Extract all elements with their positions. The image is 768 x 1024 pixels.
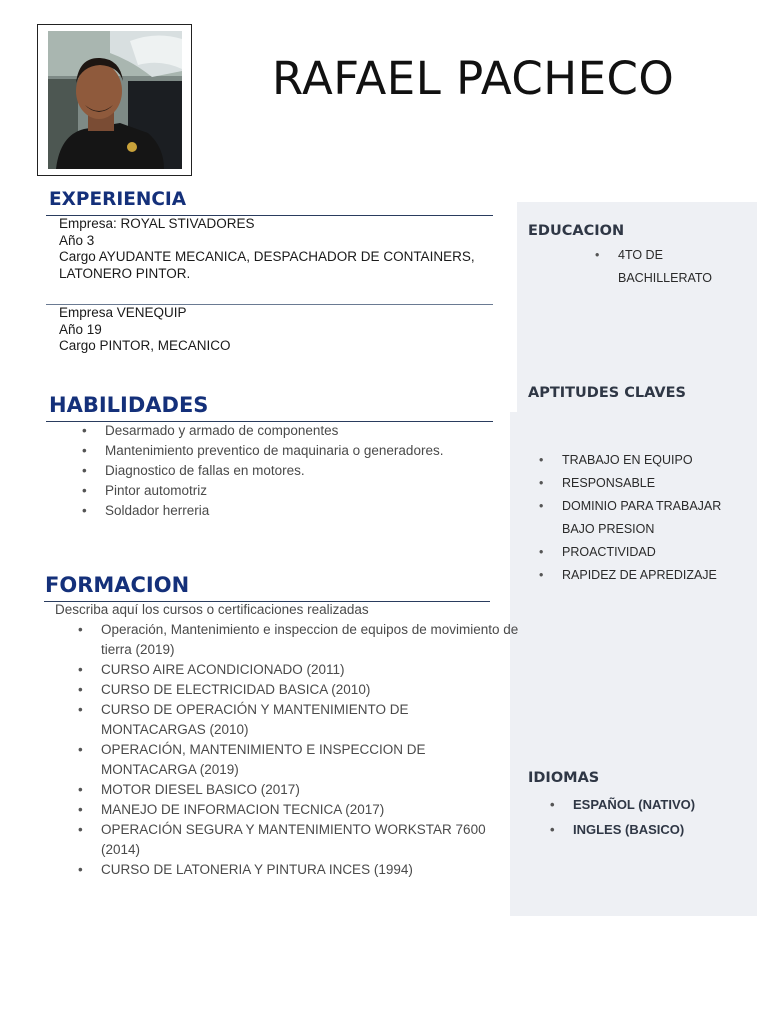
aptitudes-list bbox=[562, 449, 721, 587]
list-item-line: • CURSO DE ELECTRICIDAD BASICA (2010) bbox=[101, 682, 371, 697]
languages-list bbox=[573, 792, 695, 842]
list-item-line: • CURSO AIRE ACONDICIONADO (2011) bbox=[101, 662, 345, 677]
list-item bbox=[101, 740, 518, 780]
list-item bbox=[562, 449, 721, 472]
list-item-line: BAJO PRESION bbox=[562, 522, 655, 536]
list-item-line: • PROACTIVIDAD bbox=[562, 545, 656, 559]
list-item: • Pintor automotriz bbox=[105, 481, 443, 501]
list-item-line: MONTACARGA (2019) bbox=[101, 762, 239, 777]
page-title: RAFAEL PACHECO bbox=[272, 52, 675, 105]
list-item bbox=[101, 800, 518, 820]
list-item bbox=[101, 680, 518, 700]
training-heading: FORMACION bbox=[45, 573, 190, 597]
list-item bbox=[101, 700, 518, 740]
list-item: • Diagnostico de fallas en motores. bbox=[105, 461, 443, 481]
list-item-line: • TRABAJO EN EQUIPO bbox=[562, 453, 693, 467]
list-item: • Desarmado y armado de componentes bbox=[105, 421, 443, 441]
profile-photo bbox=[48, 31, 182, 169]
education-list bbox=[618, 244, 712, 290]
list-item-line: BACHILLERATO bbox=[618, 271, 713, 285]
job-entry bbox=[59, 305, 231, 355]
profile-photo-frame bbox=[37, 24, 192, 176]
list-item bbox=[618, 244, 712, 290]
languages-heading: IDIOMAS bbox=[528, 770, 600, 786]
experience-heading: EXPERIENCIA bbox=[49, 189, 187, 210]
list-item-line: • 4TO DE bbox=[618, 248, 663, 262]
list-item bbox=[562, 495, 721, 541]
list-item: • Mantenimiento preventico de maquinaria o generadores. bbox=[105, 441, 443, 461]
job-company: Empresa VENEQUIP bbox=[59, 305, 187, 320]
job-years: Año 3 bbox=[59, 232, 95, 248]
list-item-line: • OPERACIÓN SEGURA Y MANTENIMIENTO WORKSTAR 7600 bbox=[101, 822, 486, 837]
list-item bbox=[101, 820, 518, 860]
list-item bbox=[101, 780, 518, 800]
list-item-line: • DOMINIO PARA TRABAJAR bbox=[562, 499, 722, 513]
training-intro: Describa aquí los cursos o certificaciones realizadas bbox=[55, 602, 369, 617]
list-item-line: • CURSO DE OPERACIÓN Y MANTENIMIENTO DE bbox=[101, 702, 409, 717]
list-item-line: • OPERACIÓN, MANTENIMIENTO E INSPECCION DE bbox=[101, 742, 426, 757]
skills-list bbox=[105, 421, 443, 521]
job-role: LATONERO PINTOR. bbox=[59, 265, 191, 281]
list-item-line: • CURSO DE LATONERIA Y PINTURA INCES (1994) bbox=[101, 862, 413, 877]
job-company: Empresa: ROYAL STIVADORES bbox=[59, 216, 255, 231]
list-item bbox=[562, 541, 721, 564]
list-item-line: MONTACARGAS (2010) bbox=[101, 722, 249, 737]
list-item bbox=[101, 660, 518, 680]
list-item-line: • RESPONSABLE bbox=[562, 476, 656, 490]
education-heading: EDUCACION bbox=[528, 223, 625, 239]
list-item bbox=[562, 564, 721, 587]
job-role: Cargo AYUDANTE MECANICA, DESPACHADOR DE CONTAINERS, bbox=[59, 249, 475, 264]
list-item: • Soldador herreria bbox=[105, 501, 443, 521]
list-item-line: • MANEJO DE INFORMACION TECNICA (2017) bbox=[101, 802, 385, 817]
list-item-line: (2014) bbox=[101, 842, 141, 857]
aptitudes-heading: APTITUDES CLAVES bbox=[528, 385, 686, 401]
list-item-line: • Operación, Mantenimiento e inspeccion de equipos de movimiento de bbox=[101, 622, 519, 637]
skills-heading: HABILIDADES bbox=[49, 393, 209, 417]
list-item bbox=[562, 472, 721, 495]
job-role: Cargo PINTOR, MECANICO bbox=[59, 338, 231, 353]
list-item bbox=[101, 620, 518, 660]
list-item: • ESPAÑOL (NATIVO) bbox=[573, 792, 695, 817]
job-entry bbox=[59, 216, 475, 282]
training-list bbox=[101, 620, 518, 880]
list-item-line: • MOTOR DIESEL BASICO (2017) bbox=[101, 782, 300, 797]
list-item: • INGLES (BASICO) bbox=[573, 817, 695, 842]
list-item-line: tierra (2019) bbox=[101, 642, 175, 657]
job-years: Año 19 bbox=[59, 321, 102, 337]
list-item-line: • RAPIDEZ DE APREDIZAJE bbox=[562, 568, 717, 582]
list-item bbox=[101, 860, 518, 880]
